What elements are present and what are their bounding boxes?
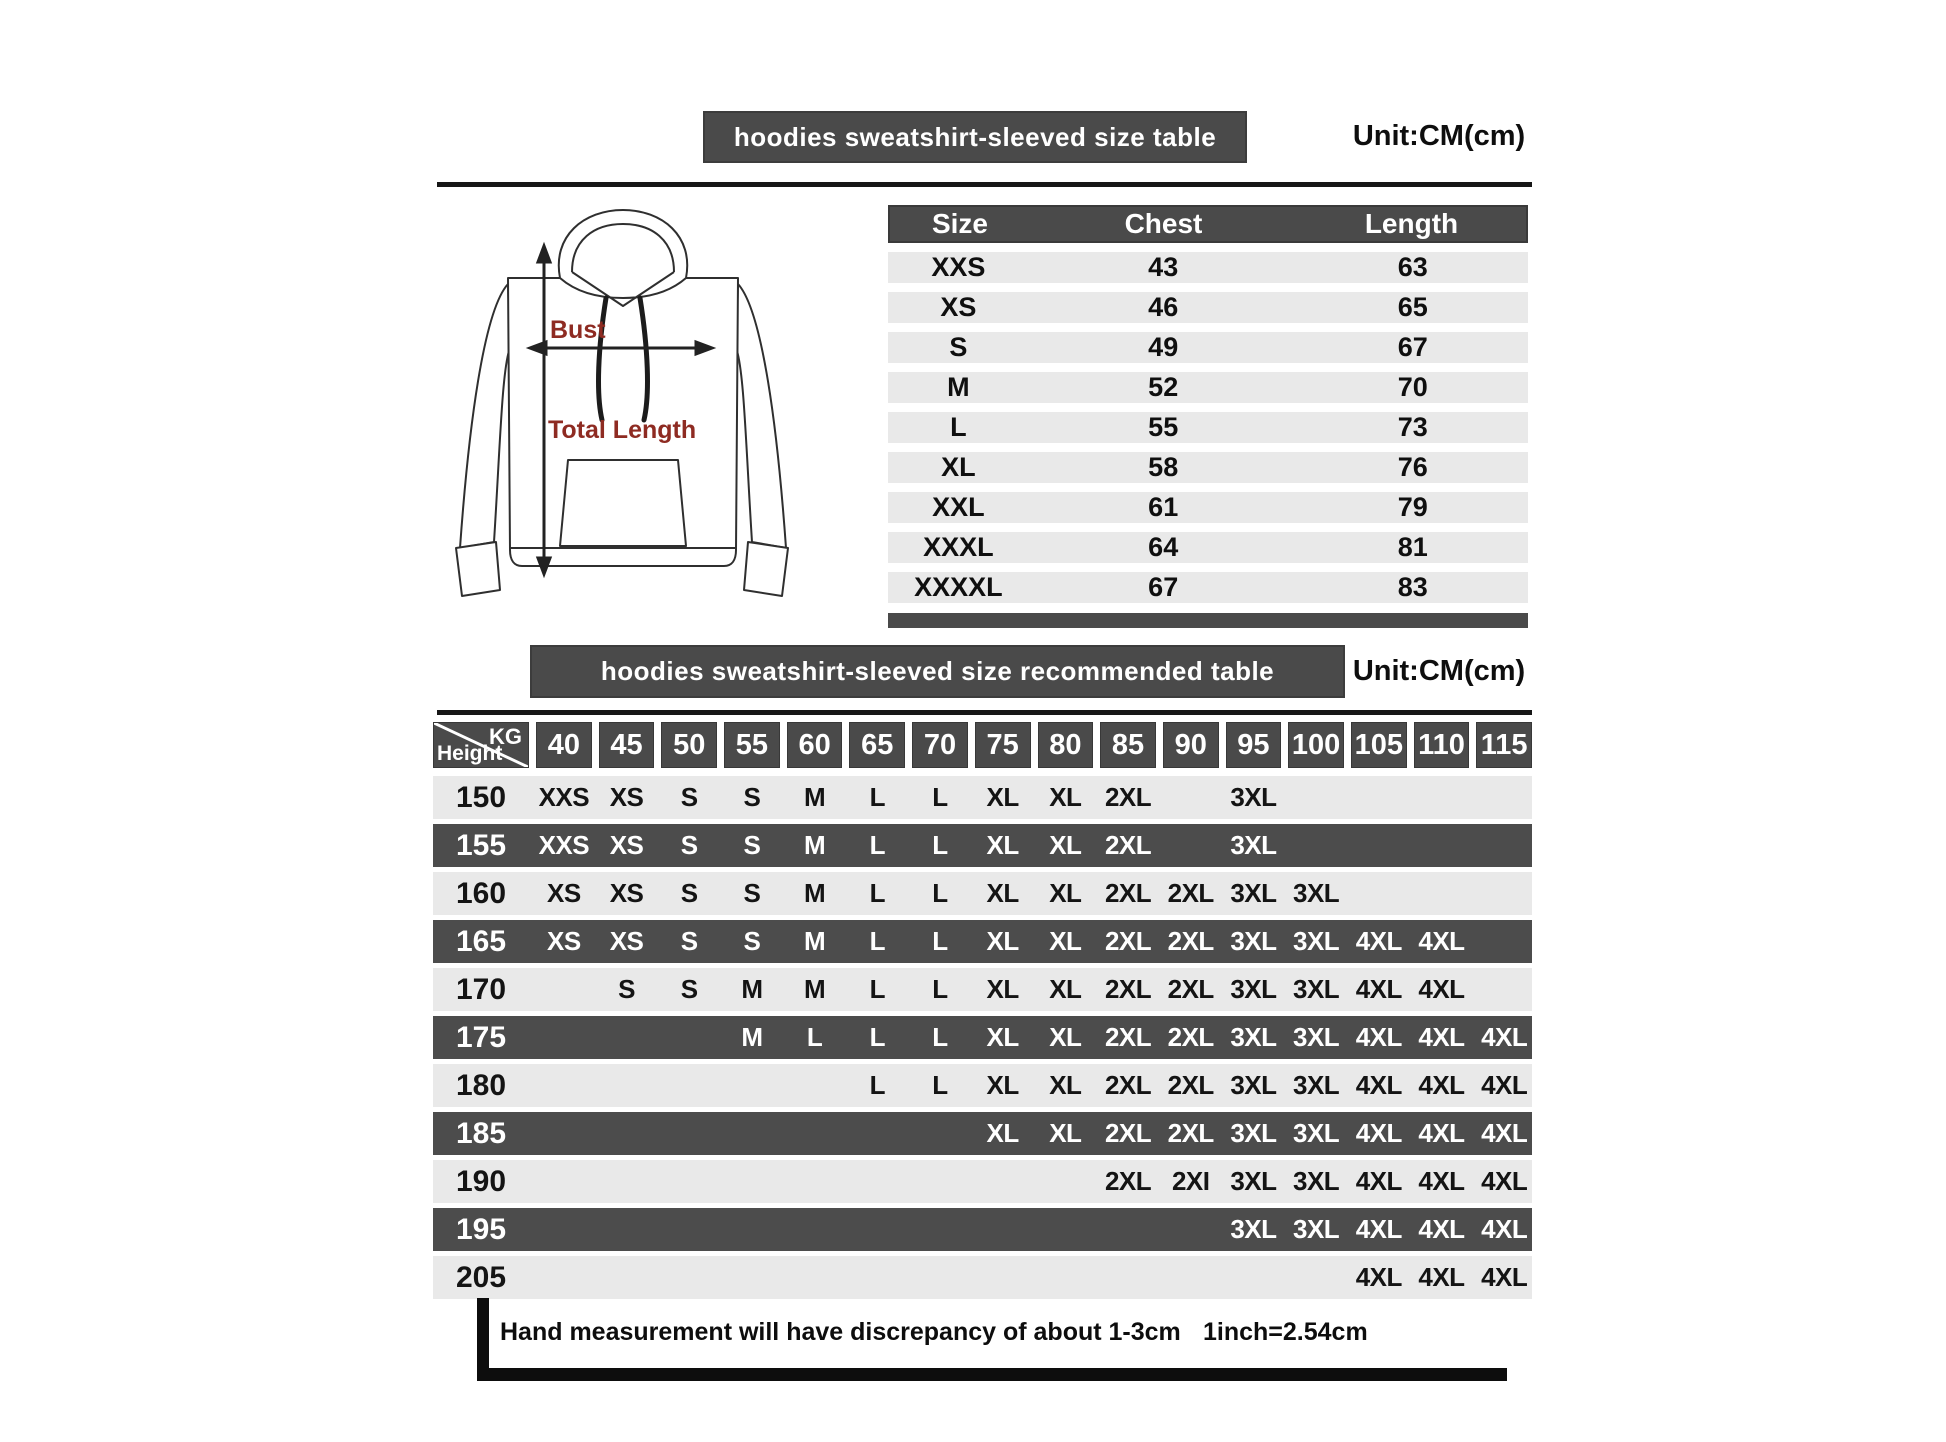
corner-height-label: Height bbox=[437, 742, 503, 765]
column-header-length: Length bbox=[1364, 208, 1459, 239]
recommended-size-cell: 2XL bbox=[1104, 1118, 1152, 1148]
weight-header-105: 105 bbox=[1351, 722, 1407, 768]
recommended-size-cell: S bbox=[743, 782, 761, 812]
recommended-size-cell: 4XL bbox=[1355, 1262, 1402, 1292]
hoodie-left-sleeve bbox=[460, 284, 510, 548]
recommended-size-cell: XL bbox=[1049, 1070, 1082, 1100]
length-value: 73 bbox=[1397, 412, 1428, 442]
recommended-size-cell: XS bbox=[547, 926, 581, 956]
recommended-size-cell: 4XL bbox=[1355, 1070, 1402, 1100]
size-value: XS bbox=[940, 292, 977, 322]
height-row-175 bbox=[433, 1016, 1532, 1059]
size-row-M bbox=[888, 372, 1528, 403]
recommended-size-cell: 2XL bbox=[1167, 926, 1214, 956]
recommended-size-cell: S bbox=[680, 926, 698, 956]
recommended-size-cell: M bbox=[804, 782, 826, 812]
chest-value: 67 bbox=[1148, 572, 1179, 602]
recommended-size-cell: S bbox=[618, 974, 635, 1004]
footer-note: Hand measurement will have discrepancy of about 1-3cm bbox=[500, 1318, 1181, 1346]
recommended-size-cell: 4XL bbox=[1355, 1214, 1402, 1244]
size-row-S bbox=[888, 332, 1528, 363]
recommended-size-cell: XS bbox=[547, 878, 581, 908]
recommended-size-cell: 2XL bbox=[1104, 1022, 1152, 1052]
height-value: 170 bbox=[455, 972, 507, 1006]
recommended-size-cell: L bbox=[869, 974, 885, 1004]
recommended-size-cell: XL bbox=[986, 878, 1019, 908]
bust-label: Bust bbox=[550, 316, 606, 344]
height-row-185 bbox=[433, 1112, 1532, 1155]
height-value: 205 bbox=[455, 1260, 507, 1294]
weight-header-100: 100 bbox=[1288, 722, 1344, 768]
recommended-size-cell: 2XI bbox=[1171, 1166, 1210, 1196]
recommended-size-cell: 4XL bbox=[1481, 1118, 1528, 1148]
weight-header-60: 60 bbox=[787, 722, 843, 768]
recommended-size-cell: 2XL bbox=[1104, 974, 1152, 1004]
size-table-header bbox=[888, 205, 1528, 243]
length-value: 63 bbox=[1397, 252, 1428, 282]
height-value: 185 bbox=[455, 1116, 507, 1150]
weight-header-85: 85 bbox=[1100, 722, 1156, 768]
size-table bbox=[888, 205, 1528, 628]
height-row-190 bbox=[433, 1160, 1532, 1203]
height-row-155 bbox=[433, 824, 1532, 867]
unit-label-top: Unit:CM(cm) bbox=[1352, 120, 1526, 152]
length-value: 79 bbox=[1397, 492, 1428, 522]
weight-header-90: 90 bbox=[1163, 722, 1219, 768]
recommended-size-cell: 4XL bbox=[1418, 1166, 1465, 1196]
recommended-size-cell: 3XL bbox=[1230, 1070, 1277, 1100]
recommended-size-cell: S bbox=[680, 782, 698, 812]
recommended-size-cell: XL bbox=[1049, 878, 1082, 908]
recommended-size-cell: L bbox=[869, 926, 885, 956]
recommended-size-cell: L bbox=[869, 830, 885, 860]
weight-header-40: 40 bbox=[536, 722, 592, 768]
recommended-size-cell: S bbox=[680, 878, 698, 908]
recommended-size-cell: 4XL bbox=[1481, 1214, 1528, 1244]
size-row-XXL bbox=[888, 492, 1528, 523]
size-value: XXXXL bbox=[914, 572, 1003, 602]
recommended-size-cell: 4XL bbox=[1355, 1022, 1402, 1052]
recommended-size-cell: 3XL bbox=[1230, 830, 1277, 860]
recommended-size-cell: 2XL bbox=[1104, 1166, 1152, 1196]
height-value: 195 bbox=[455, 1212, 507, 1246]
recommended-size-cell: 2XL bbox=[1167, 974, 1214, 1004]
recommended-size-cell: 4XL bbox=[1355, 974, 1402, 1004]
height-value: 155 bbox=[455, 828, 507, 862]
hoodie-diagram bbox=[448, 198, 796, 608]
recommended-size-cell: 4XL bbox=[1481, 1022, 1528, 1052]
recommended-size-cell: XS bbox=[609, 830, 644, 860]
size-value: XXXL bbox=[923, 532, 994, 562]
weight-header-45: 45 bbox=[599, 722, 655, 768]
hoodie-left-cuff bbox=[456, 542, 500, 596]
recommended-size-cell: S bbox=[743, 926, 761, 956]
recommended-size-cell: XL bbox=[986, 830, 1019, 860]
recommended-table-title: hoodies sweatshirt-sleeved size recommended table bbox=[600, 656, 1275, 686]
recommended-size-cell: 4XL bbox=[1481, 1166, 1528, 1196]
recommended-size-cell: L bbox=[932, 1022, 948, 1052]
recommended-size-cell: 4XL bbox=[1418, 1070, 1465, 1100]
recommended-size-cell: S bbox=[680, 974, 698, 1004]
size-value: XXS bbox=[931, 252, 986, 282]
recommended-size-cell: 4XL bbox=[1418, 1022, 1465, 1052]
recommended-size-cell: 4XL bbox=[1418, 1262, 1465, 1292]
recommended-size-cell: 2XL bbox=[1104, 830, 1152, 860]
recommended-size-cell: L bbox=[869, 878, 885, 908]
recommended-size-cell: 3XL bbox=[1293, 1022, 1340, 1052]
recommended-size-cell: XS bbox=[609, 782, 644, 812]
recommended-size-matrix bbox=[433, 722, 1532, 1304]
size-table-title: hoodies sweatshirt-sleeved size table bbox=[733, 121, 1217, 152]
size-value: S bbox=[949, 332, 968, 362]
recommended-size-cell: 3XL bbox=[1293, 1214, 1340, 1244]
height-value: 180 bbox=[455, 1068, 507, 1102]
recommended-size-cell: L bbox=[806, 1022, 823, 1052]
recommended-size-cell: XL bbox=[1049, 1022, 1082, 1052]
column-header-chest: Chest bbox=[1124, 208, 1203, 239]
weight-header-110: 110 bbox=[1414, 722, 1470, 768]
recommended-size-cell: L bbox=[932, 1070, 948, 1100]
height-row-205 bbox=[433, 1256, 1532, 1299]
size-table-bottom-bar bbox=[888, 613, 1528, 628]
recommended-size-cell: 3XL bbox=[1230, 974, 1277, 1004]
recommended-size-cell: 2XL bbox=[1104, 1070, 1152, 1100]
recommended-size-cell: 3XL bbox=[1230, 1118, 1277, 1148]
recommended-size-cell: M bbox=[804, 830, 826, 860]
recommended-size-cell: 4XL bbox=[1355, 926, 1402, 956]
recommended-size-cell: 4XL bbox=[1418, 926, 1465, 956]
height-row-195 bbox=[433, 1208, 1532, 1251]
height-row-160 bbox=[433, 872, 1532, 915]
recommended-size-cell: 3XL bbox=[1293, 1118, 1340, 1148]
recommended-size-cell: 3XL bbox=[1293, 1070, 1340, 1100]
height-value: 190 bbox=[455, 1164, 507, 1198]
length-value: 70 bbox=[1397, 372, 1428, 402]
height-row-165 bbox=[433, 920, 1532, 963]
weight-header-75: 75 bbox=[975, 722, 1031, 768]
size-table-rows bbox=[888, 252, 1528, 603]
recommended-size-cell: L bbox=[869, 782, 885, 812]
recommended-size-cell: S bbox=[680, 830, 698, 860]
recommended-size-cell: 3XL bbox=[1230, 926, 1277, 956]
height-value: 160 bbox=[455, 876, 507, 910]
corner-kg-label: KG bbox=[489, 724, 522, 749]
height-value: 165 bbox=[455, 924, 507, 958]
recommended-size-cell: M bbox=[804, 974, 826, 1004]
recommended-size-cell: L bbox=[932, 878, 948, 908]
hoodie-pocket bbox=[560, 460, 686, 546]
recommended-size-cell: 2XL bbox=[1104, 878, 1152, 908]
recommended-size-cell: L bbox=[932, 782, 948, 812]
size-value: L bbox=[950, 412, 967, 442]
recommended-size-cell: L bbox=[932, 830, 948, 860]
chest-value: 46 bbox=[1148, 292, 1179, 322]
recommended-size-cell: L bbox=[869, 1022, 885, 1052]
recommended-size-cell: 2XL bbox=[1167, 878, 1214, 908]
chest-value: 52 bbox=[1148, 372, 1179, 402]
recommended-size-cell: 3XL bbox=[1230, 1022, 1277, 1052]
chest-value: 64 bbox=[1148, 532, 1179, 562]
matrix-corner-cell bbox=[433, 722, 529, 768]
weight-header-80: 80 bbox=[1038, 722, 1094, 768]
weight-header-65: 65 bbox=[849, 722, 905, 768]
footer-conversion: 1inch=2.54cm bbox=[1203, 1318, 1368, 1346]
weight-header-55: 55 bbox=[724, 722, 780, 768]
height-row-150 bbox=[433, 776, 1532, 819]
recommended-size-cell: M bbox=[741, 1022, 763, 1052]
length-value: 83 bbox=[1397, 572, 1428, 602]
size-value: XXL bbox=[932, 492, 985, 522]
recommended-size-cell: XS bbox=[609, 878, 644, 908]
chest-value: 58 bbox=[1148, 452, 1179, 482]
weight-header-115: 115 bbox=[1476, 722, 1532, 768]
recommended-size-cell: XL bbox=[1049, 1118, 1082, 1148]
recommended-size-cell: 2XL bbox=[1167, 1022, 1214, 1052]
recommended-size-cell: 4XL bbox=[1481, 1070, 1528, 1100]
size-row-XL bbox=[888, 452, 1528, 483]
recommended-size-cell: M bbox=[741, 974, 763, 1004]
recommended-size-cell: 3XL bbox=[1230, 878, 1277, 908]
recommended-size-cell: 4XL bbox=[1355, 1166, 1402, 1196]
weight-header-70: 70 bbox=[912, 722, 968, 768]
height-value: 175 bbox=[455, 1020, 507, 1054]
recommended-size-cell: 4XL bbox=[1355, 1118, 1402, 1148]
recommended-size-cell: XS bbox=[609, 926, 644, 956]
recommended-size-cell: XL bbox=[986, 1022, 1019, 1052]
matrix-header-row bbox=[433, 722, 1532, 768]
divider-middle bbox=[437, 710, 1532, 715]
recommended-size-cell: L bbox=[869, 1070, 885, 1100]
recommended-size-cell: S bbox=[743, 830, 761, 860]
recommended-size-cell: XL bbox=[986, 926, 1019, 956]
chest-value: 49 bbox=[1148, 332, 1179, 362]
size-row-L bbox=[888, 412, 1528, 443]
size-value: XL bbox=[941, 452, 976, 482]
recommended-size-cell: 3XL bbox=[1293, 926, 1340, 956]
recommended-size-cell: 4XL bbox=[1418, 1118, 1465, 1148]
size-row-XXXXL bbox=[888, 572, 1528, 603]
recommended-size-cell: 4XL bbox=[1418, 1214, 1465, 1244]
unit-label-bottom: Unit:CM(cm) bbox=[1352, 655, 1526, 687]
recommended-size-cell: S bbox=[743, 878, 761, 908]
chest-value: 55 bbox=[1148, 412, 1179, 442]
recommended-table-title-bar bbox=[530, 645, 1345, 698]
recommended-size-cell: 4XL bbox=[1481, 1262, 1528, 1292]
total-length-label: Total Length bbox=[548, 416, 697, 444]
weight-header-95: 95 bbox=[1226, 722, 1282, 768]
size-row-XXXL bbox=[888, 532, 1528, 563]
hoodie-right-sleeve bbox=[736, 284, 786, 548]
recommended-size-cell: M bbox=[804, 926, 826, 956]
height-row-170 bbox=[433, 968, 1532, 1011]
divider-top bbox=[437, 182, 1532, 187]
recommended-size-cell: 3XL bbox=[1293, 1166, 1340, 1196]
recommended-size-cell: XL bbox=[986, 782, 1019, 812]
chest-value: 43 bbox=[1148, 252, 1179, 282]
length-value: 65 bbox=[1397, 292, 1428, 322]
length-value: 67 bbox=[1397, 332, 1428, 362]
recommended-size-cell: 3XL bbox=[1230, 1214, 1277, 1244]
recommended-size-cell: XL bbox=[1049, 926, 1082, 956]
size-value: M bbox=[947, 372, 970, 402]
recommended-size-cell: 2XL bbox=[1104, 782, 1152, 812]
column-header-size: Size bbox=[931, 208, 988, 239]
footer-underline bbox=[477, 1368, 1507, 1381]
recommended-size-cell: 2XL bbox=[1104, 926, 1152, 956]
recommended-size-cell: XL bbox=[986, 1070, 1019, 1100]
size-row-XS bbox=[888, 292, 1528, 323]
recommended-size-cell: L bbox=[932, 926, 948, 956]
recommended-size-cell: XL bbox=[986, 1118, 1019, 1148]
height-value: 150 bbox=[455, 780, 507, 814]
recommended-size-cell: L bbox=[932, 974, 948, 1004]
weight-header-50: 50 bbox=[661, 722, 717, 768]
size-table-title-bar bbox=[703, 111, 1247, 163]
height-row-180 bbox=[433, 1064, 1532, 1107]
recommended-size-cell: 2XL bbox=[1167, 1118, 1214, 1148]
recommended-size-cell: 3XL bbox=[1230, 782, 1277, 812]
matrix-rows bbox=[433, 776, 1532, 1299]
recommended-size-cell: 2XL bbox=[1167, 1070, 1214, 1100]
recommended-size-cell: 4XL bbox=[1418, 974, 1465, 1004]
size-row-XXS bbox=[888, 252, 1528, 283]
recommended-size-cell: XXS bbox=[538, 782, 590, 812]
length-value: 81 bbox=[1397, 532, 1428, 562]
recommended-size-cell: 3XL bbox=[1293, 974, 1340, 1004]
hoodie-right-cuff bbox=[744, 542, 788, 596]
recommended-size-cell: XL bbox=[1049, 974, 1082, 1004]
chest-value: 61 bbox=[1148, 492, 1179, 522]
recommended-size-cell: M bbox=[804, 878, 826, 908]
recommended-size-cell: 3XL bbox=[1293, 878, 1340, 908]
recommended-size-cell: XL bbox=[986, 974, 1019, 1004]
recommended-size-cell: XL bbox=[1049, 830, 1082, 860]
recommended-size-cell: 3XL bbox=[1230, 1166, 1277, 1196]
length-value: 76 bbox=[1397, 452, 1428, 482]
recommended-size-cell: XXS bbox=[538, 830, 590, 860]
recommended-size-cell: XL bbox=[1049, 782, 1082, 812]
